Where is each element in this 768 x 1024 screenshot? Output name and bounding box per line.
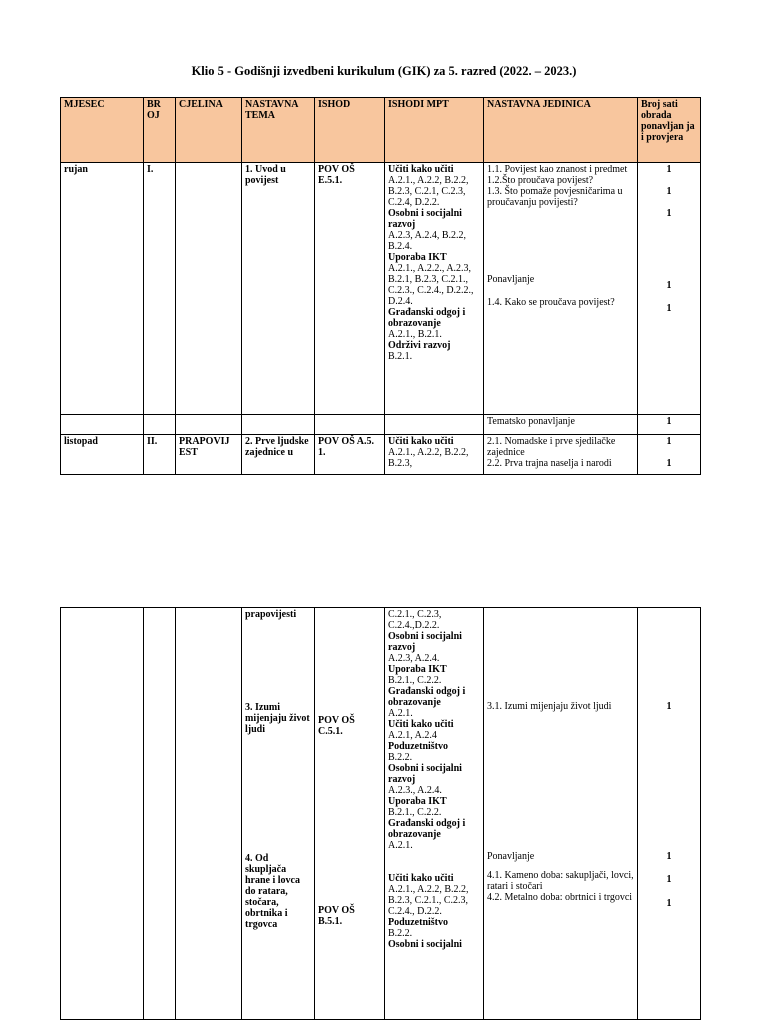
sati-value: 1 [666,280,672,291]
cell-ishod: POV OŠ E.5.1. [315,163,385,415]
curriculum-table-continued [60,607,701,1020]
jedinica-item: 1.2.Što proučava povijest? [487,175,594,186]
header-broj-sati: Broj sati obrada ponavljan ja i provjera [638,98,701,163]
mpt-heading: Uporaba IKT [388,796,447,807]
cell-nastavna-jedinica [484,163,638,415]
cell-cjelina: PRAPOVIJ EST [176,435,242,475]
mpt-codes: B.2.1., C.2.2. [388,675,442,686]
mpt-codes: A.2.3, A.2.4. [388,653,440,664]
mpt-codes: B.2.1. [388,351,413,362]
cell-broj-sati [638,608,701,1020]
mpt-heading: Poduzetništvo [388,917,448,928]
cell-nastavna-jedinica [484,608,638,1020]
document-title: Klio 5 - Godišnji izvedbeni kurikulum (GIK) za 5. razred (2022. – 2023.) [191,64,577,78]
sati-value: 1 [666,851,672,862]
sati-value: 1 [666,436,672,447]
jedinica-item: 1.3. Što pomaže povjesničarima u proučavanju povijesti? [487,186,623,208]
table-row-tematsko [61,415,701,435]
sati-value: 1 [666,303,672,314]
mpt-codes: A.2.1. [388,840,413,851]
mpt-codes: B.2.2. [388,928,413,939]
cell-ishodi-mpt [385,608,484,1020]
header-nastavna-tema: NASTAVNA TEMA [242,98,315,163]
mpt-heading: Građanski odgoj i obrazovanje [388,686,466,708]
cell-mjesec: listopad [61,435,144,475]
table-header-row [61,98,701,163]
header-broj: BR OJ [144,98,176,163]
mpt-codes: B.2.1., C.2.2. [388,807,442,818]
sati-value: 1 [666,186,672,197]
mpt-heading: Osobni i socijalni razvoj [388,631,462,653]
mpt-codes: C.2.1., C.2.3, C.2.4.,D.2.2. [388,609,442,631]
sati-value: 1 [666,164,672,175]
sati-value: 1 [666,208,672,219]
cell-ishodi-mpt [385,435,484,475]
mpt-heading: Održivi razvoj [388,340,451,351]
jedinica-item: 4.2. Metalno doba: obrtnici i trgovci [487,892,633,903]
jedinica-item: 3.1. Izumi mijenjaju život ljudi [487,701,612,712]
header-cjelina: CJELINA [176,98,242,163]
header-nastavna-jedinica: NASTAVNA JEDINICA [484,98,638,163]
mpt-codes: A.2.1, A.2.4 [388,730,437,741]
jedinica-item: 1.1. Povijest kao znanost i predmet [487,164,628,175]
tematsko-sati: 1 [638,415,701,435]
cell-broj: II. [144,435,176,475]
cell-tema [242,608,315,1020]
table-row-rujan [61,163,701,415]
mpt-heading: Osobni i socijalni [388,939,462,950]
mpt-codes: A.2.1. [388,708,413,719]
mpt-codes: A.2.1., A.2.2, B.2.2, B.2.3, [388,447,469,469]
cell-ishodi-mpt [385,163,484,415]
mpt-heading: Uporaba IKT [388,664,447,675]
cell-ishod: POV OŠ A.5. 1. [315,435,385,475]
mpt-codes: A.2.3, A.2.4, B.2.2, B.2.4. [388,230,467,252]
mpt-codes: B.2.2. [388,752,413,763]
sati-value: 1 [666,701,672,712]
curriculum-table-top [60,97,701,475]
tema-item: 4. Od skupljača hrane i lovca do ratara, stočara, obrtnika i trgovca [245,853,300,930]
tema-item: 3. Izumi mijenjaju život ljudi [245,702,310,735]
cell-mjesec: rujan [61,163,144,415]
table-row-continued [61,608,701,1020]
cell-tema: 2. Prve ljudske zajednice u [242,435,315,475]
sati-value: 1 [666,458,672,469]
ponavljanje-item: Ponavljanje [487,851,535,862]
mpt-heading: Građanski odgoj i obrazovanje [388,818,466,840]
sati-value: 1 [666,898,672,909]
mpt-codes: A.2.3., A.2.4. [388,785,442,796]
mpt-heading: Građanski odgoj i obrazovanje [388,307,466,329]
mpt-heading: Poduzetništvo [388,741,448,752]
header-mjesec: MJESEC [61,98,144,163]
mpt-codes: A.2.1., B.2.1. [388,329,442,340]
jedinica-item: 2.2. Prva trajna naselja i narodi [487,458,612,469]
mpt-heading: Uporaba IKT [388,252,447,263]
jedinica-item: 4.1. Kameno doba: sakupljači, lovci, ratari i stočari [487,870,634,892]
cell-nastavna-jedinica [484,435,638,475]
jedinica-item: 1.4. Kako se proučava povijest? [487,297,615,308]
mpt-codes: A.2.1., A.2.2., A.2.3, B.2.1, B.2.3, C.2.1., C.2.3., C.2.4., D.2.2., D.2.4. [388,263,474,307]
cell-broj: I. [144,163,176,415]
mpt-heading: Osobni i socijalni razvoj [388,208,462,230]
mpt-codes: A.2.1., A.2.2, B.2.2, B.2.3, C.2.1, C.2.3, C.2.4, D.2.2. [388,175,469,208]
mpt-codes: A.2.1., A.2.2, B.2.2, B.2.3, C.2.1., C.2.3, C.2.4., D.2.2. [388,884,469,917]
tematsko-label: Tematsko ponavljanje [484,415,638,435]
ponavljanje-item: Ponavljanje [487,274,535,285]
sati-value: 1 [666,874,672,885]
ishod-item: POV OŠ B.5.1. [318,905,355,927]
ishod-item: POV OŠ C.5.1. [318,715,355,737]
cell-cjelina [176,163,242,415]
header-ishodi-mpt: ISHODI MPT [385,98,484,163]
mpt-heading: Učiti kako učiti [388,164,454,175]
cell-ishod [315,608,385,1020]
jedinica-item: 2.1. Nomadske i prve sjedilačke zajednice [487,436,616,458]
cell-tema: 1. Uvod u povijest [242,163,315,415]
mpt-heading: Učiti kako učiti [388,873,454,884]
table-row-listopad [61,435,701,475]
header-ishod: ISHOD [315,98,385,163]
cell-broj-sati [638,435,701,475]
mpt-heading: Učiti kako učiti [388,436,454,447]
mpt-heading: Osobni i socijalni razvoj [388,763,462,785]
cell-broj-sati [638,163,701,415]
mpt-heading: Učiti kako učiti [388,719,454,730]
tema-item: prapovijesti [245,609,297,620]
